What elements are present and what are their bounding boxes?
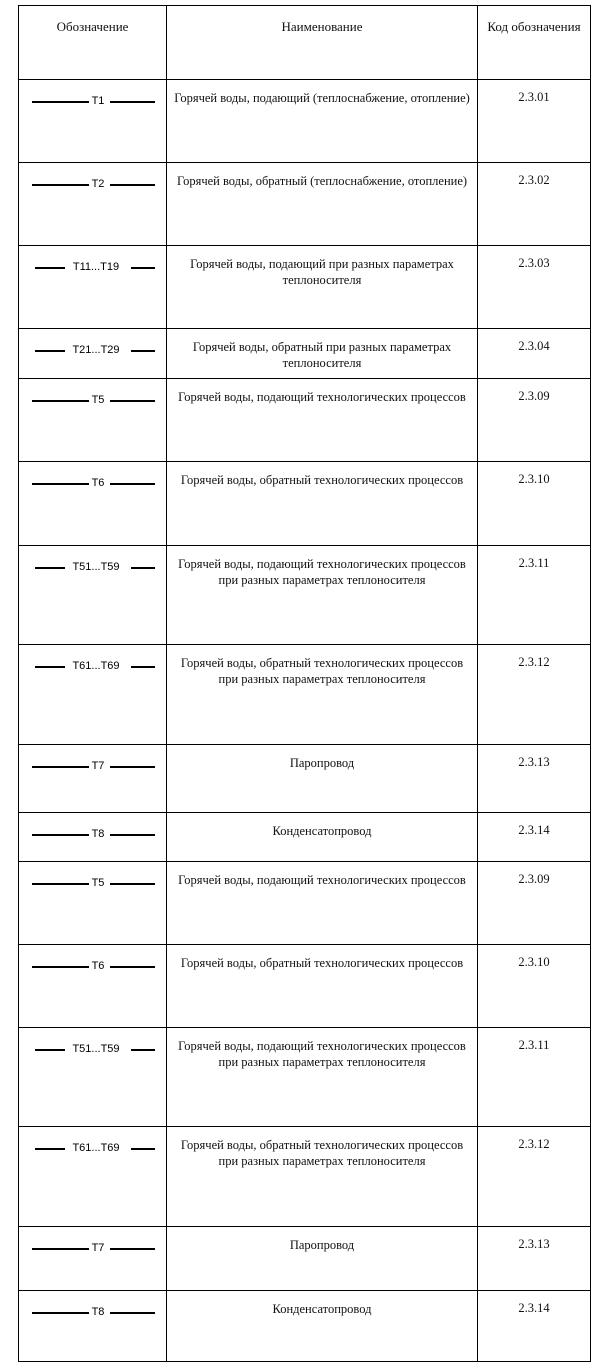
pipeline-name: Горячей воды, обратный технологических процессов [180, 956, 464, 970]
designation-code: 2.3.02 [518, 173, 550, 187]
designation-code: 2.3.10 [518, 472, 550, 486]
line-segment-left [35, 1049, 65, 1051]
line-segment-right [110, 766, 155, 768]
table-row [19, 546, 590, 645]
designation-code: 2.3.14 [518, 823, 550, 837]
designation-code: 2.3.11 [518, 556, 550, 570]
designation-table [18, 5, 591, 1362]
header-code: Код обозначения [487, 19, 581, 34]
line-segment-left [32, 766, 89, 768]
table-row [19, 645, 590, 745]
table-row [19, 379, 590, 462]
designation-code: 2.3.04 [518, 339, 550, 353]
header-name: Наименование [281, 19, 363, 34]
symbol-label: T11...T19 [72, 261, 120, 273]
line-segment-left [35, 350, 65, 352]
symbol-label: T6 [91, 960, 105, 972]
designation-code: 2.3.09 [518, 389, 550, 403]
line-segment-right [110, 834, 155, 836]
line-segment-right [131, 1148, 155, 1150]
designation-code: 2.3.01 [518, 90, 550, 104]
designation-code: 2.3.03 [518, 256, 550, 270]
table-row [19, 163, 590, 246]
pipeline-symbol [19, 759, 166, 773]
line-segment-right [110, 883, 155, 885]
line-segment-left [32, 101, 89, 103]
pipeline-symbol [19, 560, 166, 574]
line-segment-left [35, 1148, 65, 1150]
symbol-label: T8 [91, 828, 105, 840]
line-segment-right [110, 1248, 155, 1250]
pipeline-name: Горячей воды, обратный (теплоснабжение, отопление) [176, 174, 468, 188]
line-segment-right [110, 400, 155, 402]
pipeline-symbol [19, 827, 166, 841]
line-segment-right [131, 1049, 155, 1051]
header-designation: Обозначение [56, 19, 129, 34]
symbol-label: T1 [91, 95, 105, 107]
line-segment-left [32, 184, 89, 186]
pipeline-symbol [19, 1241, 166, 1255]
pipeline-name: Паропровод [289, 1238, 355, 1252]
symbol-label: T6 [91, 477, 105, 489]
line-segment-left [32, 883, 89, 885]
symbol-label: T5 [91, 877, 105, 889]
pipeline-name: Горячей воды, подающий технологических процессов [178, 873, 466, 887]
table-row [19, 1028, 590, 1127]
table-row [19, 862, 590, 945]
table-row [19, 1227, 590, 1291]
table-row [19, 1291, 590, 1361]
designation-code: 2.3.12 [518, 1137, 550, 1151]
pipeline-symbol [19, 343, 166, 357]
symbol-label: T21...T29 [72, 344, 120, 356]
symbol-label: T61...T69 [72, 660, 120, 672]
pipeline-symbol [19, 476, 166, 490]
table-row [19, 813, 590, 862]
symbol-label: T51...T59 [72, 1043, 120, 1055]
line-segment-left [32, 1312, 89, 1314]
symbol-label: T8 [91, 1306, 105, 1318]
line-segment-right [110, 101, 155, 103]
designation-code: 2.3.12 [518, 655, 550, 669]
designation-code: 2.3.11 [518, 1038, 550, 1052]
line-segment-right [131, 567, 155, 569]
pipeline-name: Паропровод [289, 756, 355, 770]
pipeline-name: Горячей воды, обратный технологических процессов [180, 473, 464, 487]
pipeline-symbol [19, 1042, 166, 1056]
pipeline-symbol [19, 959, 166, 973]
table-row [19, 246, 590, 329]
symbol-label: T7 [91, 1242, 105, 1254]
designation-code: 2.3.10 [518, 955, 550, 969]
pipeline-name: Горячей воды, обратный технологических процессов при разных параметрах теплоносителя [180, 656, 464, 686]
pipeline-symbol [19, 876, 166, 890]
designation-code: 2.3.13 [518, 1237, 550, 1251]
pipeline-symbol [19, 659, 166, 673]
line-segment-left [32, 400, 89, 402]
line-segment-left [35, 567, 65, 569]
designation-code: 2.3.13 [518, 755, 550, 769]
line-segment-left [35, 267, 65, 269]
symbol-label: T51...T59 [72, 561, 120, 573]
pipeline-name: Конденсатопровод [272, 824, 372, 838]
line-segment-left [32, 1248, 89, 1250]
line-segment-right [110, 1312, 155, 1314]
pipeline-name: Горячей воды, подающий технологических процессов при разных параметрах теплоносителя [178, 1039, 466, 1069]
table-row [19, 80, 590, 163]
line-segment-right [131, 666, 155, 668]
table-row [19, 462, 590, 546]
line-segment-right [131, 267, 155, 269]
symbol-label: T7 [91, 760, 105, 772]
line-segment-right [110, 966, 155, 968]
pipeline-symbol [19, 260, 166, 274]
line-segment-right [110, 184, 155, 186]
line-segment-right [110, 483, 155, 485]
table-row [19, 745, 590, 813]
pipeline-name: Горячей воды, обратный технологических процессов при разных параметрах теплоносителя [180, 1138, 464, 1168]
pipeline-symbol [19, 1305, 166, 1319]
pipeline-name: Горячей воды, подающий технологических процессов [178, 390, 466, 404]
pipeline-name: Горячей воды, подающий технологических процессов при разных параметрах теплоносителя [178, 557, 466, 587]
symbol-label: T5 [91, 394, 105, 406]
line-segment-left [32, 483, 89, 485]
line-segment-left [32, 966, 89, 968]
symbol-label: T61...T69 [72, 1142, 120, 1154]
symbol-label: T2 [91, 178, 105, 190]
pipeline-symbol [19, 1141, 166, 1155]
designation-code: 2.3.09 [518, 872, 550, 886]
pipeline-symbol [19, 393, 166, 407]
line-segment-left [35, 666, 65, 668]
pipeline-name: Горячей воды, обратный при разных параметрах теплоносителя [192, 340, 452, 370]
table-row [19, 945, 590, 1028]
pipeline-name: Горячей воды, подающий при разных параметрах теплоносителя [190, 257, 454, 287]
line-segment-left [32, 834, 89, 836]
table-row [19, 1127, 590, 1227]
pipeline-symbol [19, 177, 166, 191]
table-row [19, 329, 590, 379]
pipeline-name: Конденсатопровод [272, 1302, 372, 1316]
pipeline-symbol [19, 94, 166, 108]
designation-code: 2.3.14 [518, 1301, 550, 1315]
pipeline-name: Горячей воды, подающий (теплоснабжение, отопление) [174, 91, 470, 105]
line-segment-right [131, 350, 155, 352]
header-row [19, 6, 590, 80]
